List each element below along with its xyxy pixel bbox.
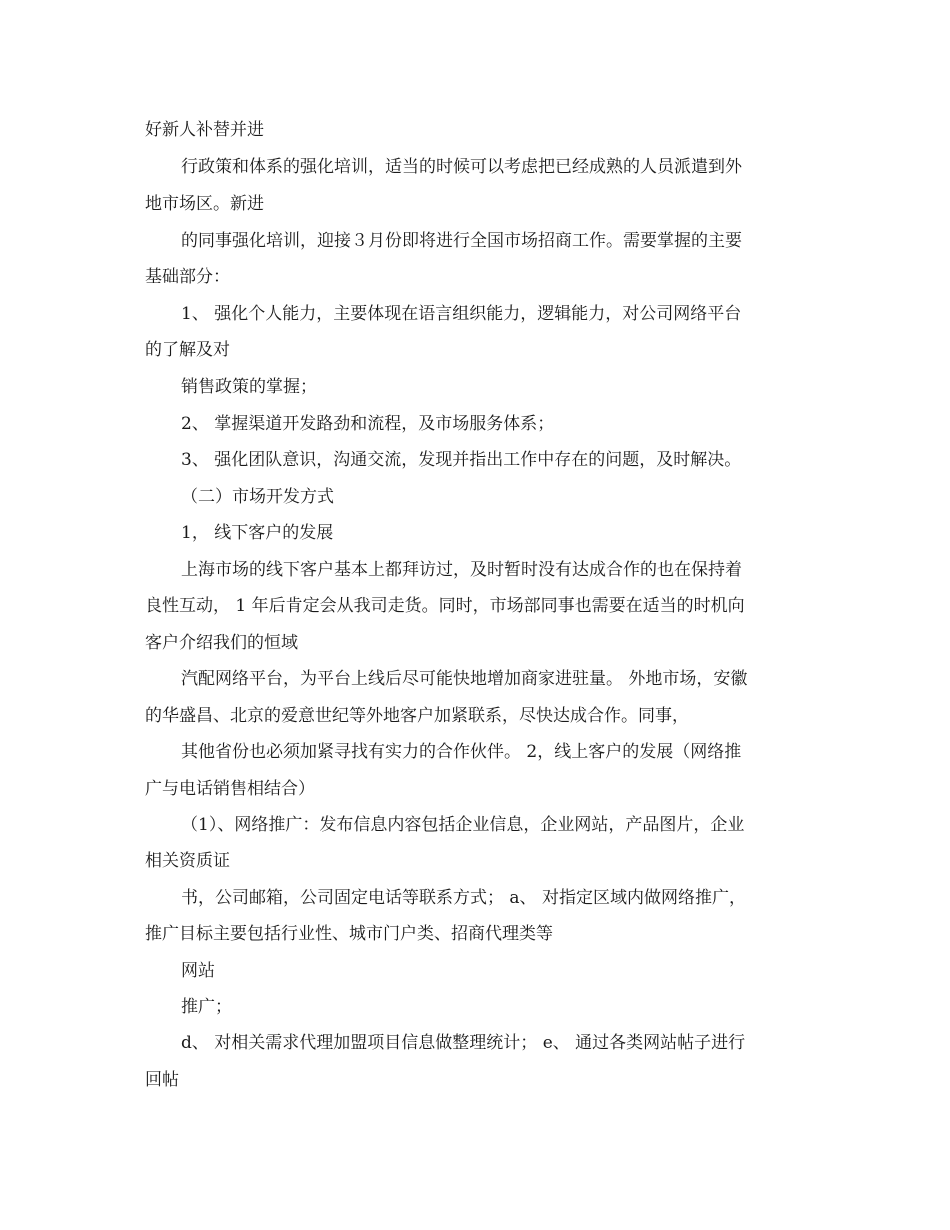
text-line: 网站 xyxy=(181,961,215,981)
text-line: 其他省份也必须加紧寻找有实力的合作伙伴。 2，线上客户的发展（网络推 xyxy=(181,742,742,762)
text-line: d、 对相关需求代理加盟项目信息做整理统计； e、 通过各类网站帖子进行 xyxy=(181,1033,746,1053)
section-heading: （二）市场开发方式 xyxy=(181,487,334,507)
text-line: 的了解及对 xyxy=(145,340,230,360)
text-line: 回帖 xyxy=(145,1070,179,1090)
text-line: 基础部分： xyxy=(145,267,230,287)
text-line: 2、 掌握渠道开发路劲和流程，及市场服务体系； xyxy=(181,414,555,434)
text-line: 好新人补替并进 xyxy=(145,120,264,140)
text-line: 推广目标主要包括行业性、城市门户类、招商代理类等 xyxy=(145,924,553,944)
text-line: 的华盛昌、北京的爱意世纪等外地客户加紧联系，尽快达成合作。同事， xyxy=(145,706,689,726)
text-line: 良性互动， 1 年后肯定会从我司走货。同时，市场部同事也需要在适当的时机向 xyxy=(145,596,745,616)
text-line: 客户介绍我们的恒域 xyxy=(145,633,298,653)
text-line: 3、 强化团队意识，沟通交流，发现并指出工作中存在的问题，及时解决。 xyxy=(181,450,742,470)
text-line: 行政策和体系的强化培训，适当的时候可以考虑把已经成熟的人员派遣到外 xyxy=(181,157,742,177)
text-line: （1）、网络推广：发布信息内容包括企业信息，企业网站，产品图片，企业 xyxy=(181,815,745,835)
text-line: 书，公司邮箱，公司固定电话等联系方式； a、 对指定区域内做网络推广， xyxy=(181,888,746,908)
text-line: 相关资质证 xyxy=(145,851,230,871)
text-line: 1、 强化个人能力，主要体现在语言组织能力，逻辑能力，对公司网络平台 xyxy=(181,304,742,324)
text-line: 的同事强化培训，迎接３月份即将进行全国市场招商工作。需要掌握的主要 xyxy=(181,231,742,251)
text-line: 销售政策的掌握； xyxy=(181,377,317,397)
text-line: 推广； xyxy=(181,997,232,1017)
text-line: 上海市场的线下客户基本上都拜访过，及时暂时没有达成合作的也在保持着 xyxy=(181,560,742,580)
text-line: 广与电话销售相结合） xyxy=(145,779,315,799)
text-line: 汽配网络平台，为平台上线后尽可能快地增加商家进驻量。 外地市场，安徽 xyxy=(181,669,748,689)
text-line: 地市场区。新进 xyxy=(145,194,264,214)
subsection-heading: 1， 线下客户的发展 xyxy=(181,523,334,543)
